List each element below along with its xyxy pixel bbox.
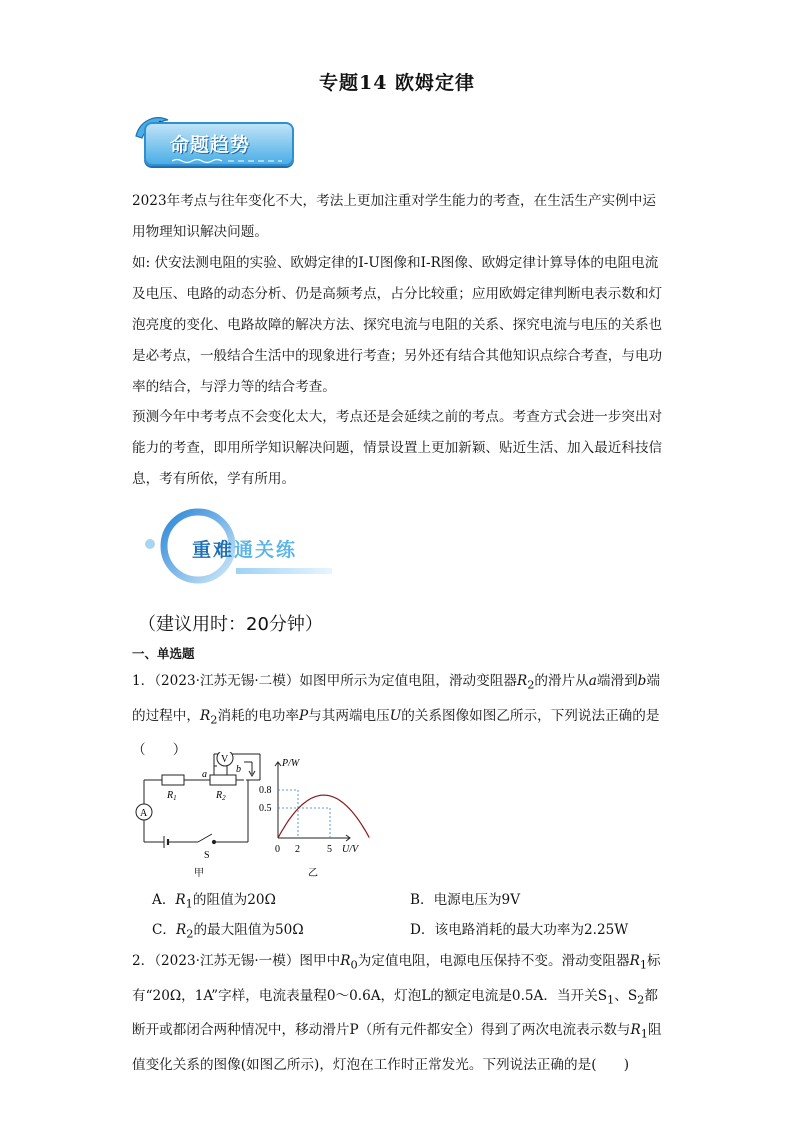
terminal-b-label: b (236, 764, 241, 775)
x-tick-0: 0 (275, 844, 280, 855)
ammeter-label: A (140, 808, 148, 819)
graph-caption: 乙 (308, 868, 318, 879)
option-c: C．$R_2$的最大阻值为50Ω (152, 922, 304, 941)
time-hint: （建议用时：20分钟） (138, 614, 323, 635)
terminal-a-label: a (202, 769, 207, 780)
power-voltage-curve (278, 795, 369, 838)
question-1-figure (132, 752, 382, 882)
option-d: D．该电路消耗的最大功率为2.25W (410, 922, 629, 938)
option-a: A．$R_1$的阻值为20Ω (152, 892, 276, 911)
x-tick-5: 5 (327, 844, 332, 855)
wave-decoration (172, 158, 282, 164)
option-b: B．电源电压为9V (410, 892, 521, 908)
switch-label: S (204, 850, 210, 861)
circuit-caption: 甲 (194, 868, 204, 879)
section-heading: 一、单选题 (132, 646, 195, 661)
question-2: 2．（2023·江苏无锡·一模）图甲中$R_0$为定值电阻，电源电压保持不变。滑动变阻器$R_1$标有“20Ω，1A”字样，电流表量程0～0.6A，灯泡L的额定电流是0.5A．当开关$S_1$、$S_2$都断开或都闭合两种情况中，移动滑片P（所有元件都安全）得到了两次电流表示数与$R_1$阻值变化关系的图像(如图乙所示)，灯泡在工作时正常发光。下列说法正确的是( ) (132, 953, 662, 1074)
trend-paragraph-3: 预测今年中考考点不会变化太大，考点还是会延续之前的考点。考查方式会进一步突出对能力的考查，即用所学知识解决问题，情景设置上更加新颖、贴近生活、加入最近科技信息，考有所依，学有所用。 (132, 409, 663, 487)
r1-label: $R_1$ (167, 790, 177, 802)
trend-banner (132, 112, 296, 174)
x-axis-label: U/V (342, 844, 359, 855)
page-title: 专题14 欧姆定律 (318, 72, 476, 94)
x-tick-2: 2 (295, 844, 300, 855)
practice-banner-label: 重难通关练 (192, 539, 298, 561)
trend-paragraph-1: 2023年考点与往年变化不大，考法上更加注重对学生能力的考查，在生活生产实例中运用物理知识解决问题。 (132, 193, 656, 240)
trend-banner-label: 命题趋势 (170, 134, 251, 156)
practice-banner (140, 508, 340, 584)
voltmeter-label: V (221, 754, 229, 765)
y-tick-0.8: 0.8 (259, 785, 272, 796)
y-tick-0.5: 0.5 (259, 803, 272, 814)
question-1: 1．（2023·江苏无锡·二模）如图甲所示为定值电阻，滑动变阻器$R_2$的滑片从a端滑到b端的过程中，$R_2$消耗的电功率P与其两端电压U的关系图像如图乙所示，下列说法正确的是（ ） (132, 673, 660, 759)
r2-label: $R_2$ (216, 790, 226, 802)
y-axis-label: P/W (282, 758, 300, 769)
trend-paragraph-2: 如: 伏安法测电阻的实验、欧姆定律的I-U图像和I-R图像、欧姆定律计算导体的电阻电流及电压、电路的动态分析、仍是高频考点，占分比较重；应用欧姆定律判断电表示数和灯泡亮度的变化、电路故障的解决方法、探究电流与电阻的关系、探究电流与电压的关系也是必考点，一般结合生活中的现象进行考查；另外还有结合其他知识点综合考查，与电功率的结合，与浮力等的结合考查。 (132, 255, 663, 395)
